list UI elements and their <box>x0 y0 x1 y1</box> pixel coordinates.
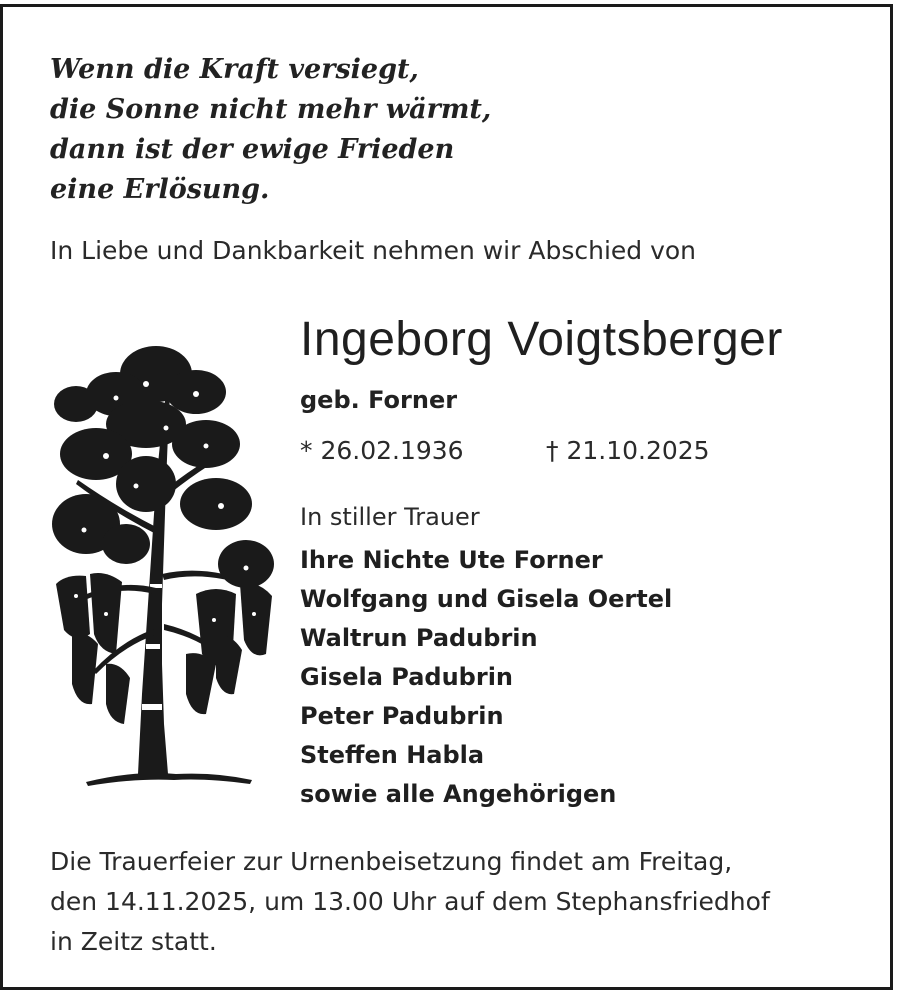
mourner-name: sowie alle Angehörigen <box>300 780 617 808</box>
deceased-name: Ingeborg Voigtsberger <box>300 313 783 366</box>
mourners-list <box>300 541 672 814</box>
death-date: † 21.10.2025 <box>546 436 710 465</box>
funeral-line: in Zeitz statt. <box>50 927 217 956</box>
verse-line: eine Erlösung. <box>50 174 270 205</box>
birth-date: * 26.02.1936 <box>300 436 464 465</box>
mourner-name: Peter Padubrin <box>300 702 504 730</box>
birth-name: geb. Forner <box>300 386 458 414</box>
mourner-name: Waltrun Padubrin <box>300 624 538 652</box>
mourner-name: Ihre Nichte Ute Forner <box>300 546 603 574</box>
mourner-name: Wolfgang und Gisela Oertel <box>300 585 673 613</box>
verse-line: die Sonne nicht mehr wärmt, <box>50 94 492 125</box>
verse-line: Wenn die Kraft versiegt, <box>50 54 419 85</box>
farewell-intro: In Liebe und Dankbarkeit nehmen wir Abschied von <box>50 236 697 265</box>
life-dates <box>300 436 710 465</box>
funeral-line: Die Trauerfeier zur Urnenbeisetzung findet am Freitag, <box>50 847 733 876</box>
mourner-name: Gisela Padubrin <box>300 663 513 691</box>
mourning-heading: In stiller Trauer <box>300 503 480 531</box>
funeral-line: den 14.11.2025, um 13.00 Uhr auf dem Stephansfriedhof <box>50 887 770 916</box>
birch-tree-icon <box>46 334 278 794</box>
funeral-notice <box>50 842 770 962</box>
mourner-name: Steffen Habla <box>300 741 485 769</box>
verse-line: dann ist der ewige Frieden <box>50 134 455 165</box>
memorial-verse <box>50 50 491 210</box>
